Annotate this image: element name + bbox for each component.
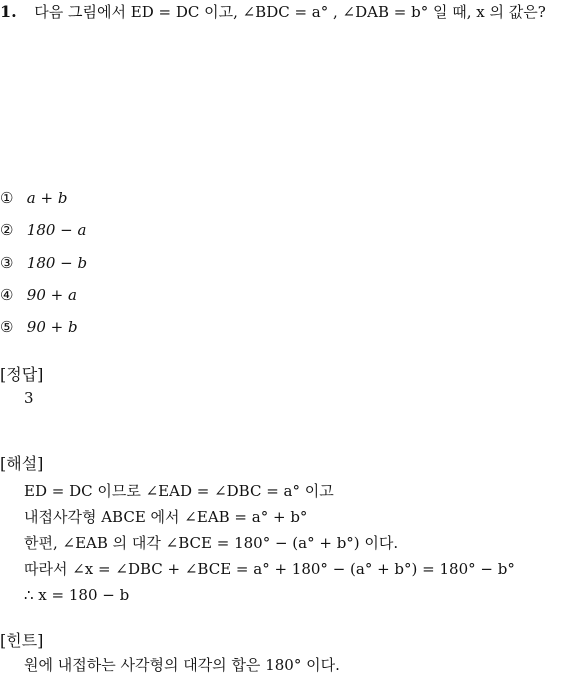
choice-5-text: 90 + b xyxy=(26,318,78,336)
hint-label: [힌트] xyxy=(0,631,44,650)
choice-4-text: 90 + a xyxy=(26,286,77,304)
choice-4-marker: ④ xyxy=(0,286,14,304)
choice-2-marker: ② xyxy=(0,221,14,239)
choice-1-text: a + b xyxy=(26,189,68,207)
explanation-line-3: 한편, ∠EAB 의 대각 ∠BCE = 180° − (a° + b°) 이다. xyxy=(24,534,399,552)
choice-5[interactable] xyxy=(0,318,78,336)
choice-2[interactable] xyxy=(0,221,86,239)
choice-5-marker: ⑤ xyxy=(0,318,14,336)
question-text: 다음 그림에서 ED = DC 이고, ∠BDC = a° , ∠DAB = b° 일 때, x 의 값은? xyxy=(34,3,546,21)
explanation-line-1: ED = DC 이므로 ∠EAD = ∠DBC = a° 이고 xyxy=(24,482,334,500)
explanation-line-2: 내접사각형 ABCE 에서 ∠EAB = a° + b° xyxy=(24,508,308,526)
choice-3[interactable] xyxy=(0,254,87,272)
choice-3-text: 180 − b xyxy=(26,254,88,272)
figure-area xyxy=(0,30,572,180)
explanation-line-5: ∴ x = 180 − b xyxy=(24,586,130,604)
choice-3-marker: ③ xyxy=(0,254,14,272)
choice-1[interactable] xyxy=(0,189,67,207)
choice-4[interactable] xyxy=(0,286,77,304)
explanation-label: [해설] xyxy=(0,454,44,473)
choice-1-marker: ① xyxy=(0,189,14,207)
hint-text: 원에 내접하는 사각형의 대각의 합은 180° 이다. xyxy=(24,656,340,674)
question-line xyxy=(0,3,546,21)
question-number: 1. xyxy=(0,2,17,21)
answer-label: [정답] xyxy=(0,365,44,384)
explanation-line-4: 따라서 ∠x = ∠DBC + ∠BCE = a° + 180° − (a° + b°) = 180° − b° xyxy=(24,560,515,578)
answer-value: 3 xyxy=(24,389,34,407)
choice-2-text: 180 − a xyxy=(26,221,87,239)
